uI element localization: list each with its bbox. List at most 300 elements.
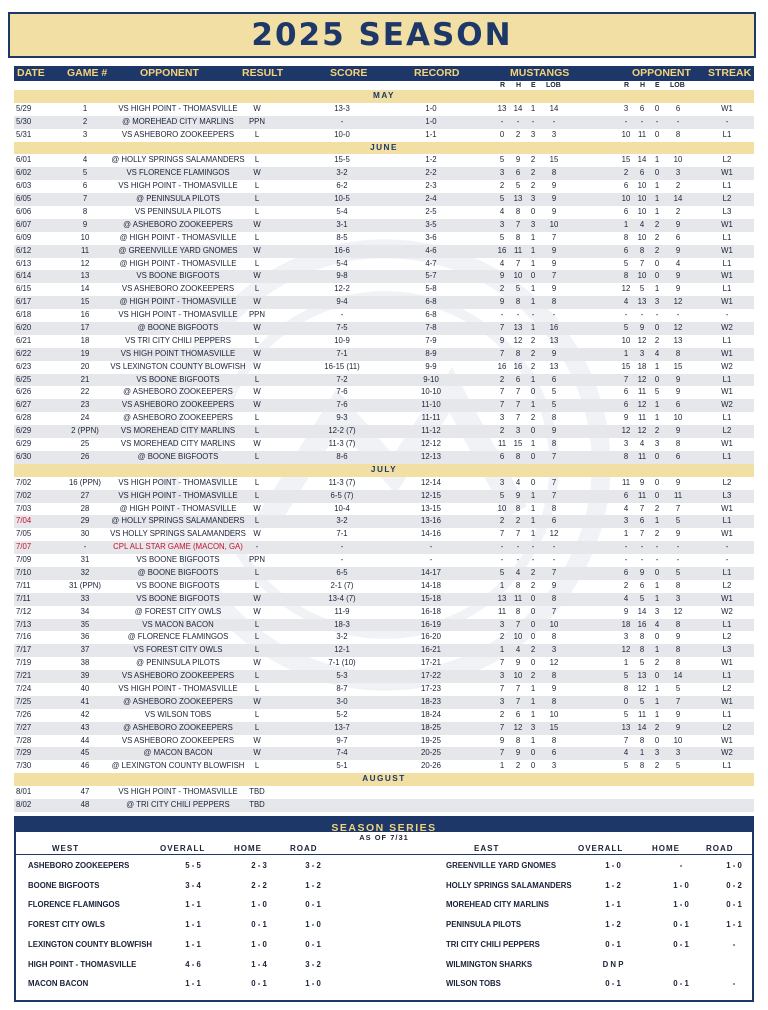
result-cell: W bbox=[253, 593, 261, 603]
series-team-name: MOREHEAD CITY MARLINS bbox=[446, 900, 549, 910]
mustangs-hits-cell: 7 bbox=[515, 258, 521, 268]
score-cell: 16-15 (11) bbox=[324, 361, 360, 371]
result-cell: W bbox=[253, 245, 261, 255]
opponent-hits-cell: 14 bbox=[637, 155, 647, 165]
game-number-cell: - bbox=[83, 542, 87, 552]
record-cell: 20-25 bbox=[421, 748, 441, 758]
schedule-row bbox=[14, 644, 754, 657]
opponent-lob-cell: - bbox=[676, 542, 680, 552]
mustangs-errors-cell: 1 bbox=[530, 503, 536, 513]
mustangs-lob-cell: 8 bbox=[551, 168, 557, 178]
mustangs-lob-cell: 5 bbox=[551, 400, 557, 410]
opponent-errors-cell: 0 bbox=[654, 451, 660, 461]
record-cell: 12-12 bbox=[421, 439, 441, 449]
opponent-runs-cell: 13 bbox=[621, 722, 631, 732]
mustangs-hits-cell: 5 bbox=[515, 181, 521, 191]
streak-cell: L1 bbox=[722, 619, 732, 629]
opponent-cell: @ HOLLY SPRINGS SALAMANDERS bbox=[111, 155, 245, 165]
opponent-lob-cell: 7 bbox=[675, 696, 681, 706]
date-cell: 6/06 bbox=[16, 207, 32, 217]
mustangs-runs-cell: 4 bbox=[499, 207, 505, 217]
date-cell: 6/03 bbox=[16, 181, 32, 191]
opponent-cell: VS LEXINGTON COUNTY BLOWFISH bbox=[110, 361, 246, 371]
opponent-hits-cell: - bbox=[640, 542, 644, 552]
record-cell: 5-7 bbox=[425, 271, 437, 281]
record-cell: 10-10 bbox=[421, 387, 441, 397]
game-number-cell: 43 bbox=[80, 722, 90, 732]
opponent-errors-cell: 0 bbox=[654, 258, 660, 268]
mustangs-lob-cell: 13 bbox=[549, 335, 559, 345]
mustangs-hits-cell: 4 bbox=[515, 645, 521, 655]
mustangs-errors-cell: 1 bbox=[530, 297, 536, 307]
mustangs-errors-cell: 0 bbox=[530, 387, 536, 397]
series-team-name: HIGH POINT - THOMASVILLE bbox=[28, 959, 137, 969]
mustangs-hits-cell: 9 bbox=[515, 658, 521, 668]
mustangs-errors-cell: 1 bbox=[530, 516, 536, 526]
result-cell: L bbox=[254, 683, 260, 693]
opponent-cell: VS HOLLY SPRINGS SALAMANDERS bbox=[110, 529, 246, 539]
opponent-lob-cell: 5 bbox=[675, 567, 681, 577]
opponent-runs-cell: 5 bbox=[623, 258, 629, 268]
series-road: 0 - 2 bbox=[726, 880, 742, 890]
opponent-runs-cell: 8 bbox=[623, 451, 629, 461]
series-overall: 5 - 5 bbox=[185, 861, 201, 870]
mustangs-hits-cell: 8 bbox=[515, 580, 521, 590]
game-number-cell: 18 bbox=[80, 335, 90, 345]
score-cell: 6-5 bbox=[336, 567, 348, 577]
opponent-runs-cell: 12 bbox=[621, 645, 631, 655]
mustangs-hits-cell: 12 bbox=[513, 335, 523, 345]
score-cell: 3-2 bbox=[336, 168, 348, 178]
schedule-row bbox=[14, 554, 754, 567]
title-banner bbox=[8, 12, 756, 58]
mustangs-hits-cell: 4 bbox=[515, 567, 521, 577]
date-cell: 7/19 bbox=[16, 658, 32, 668]
opponent-lob-cell: 15 bbox=[673, 361, 683, 371]
opponent-cell: @ TRI CITY CHILI PEPPERS bbox=[126, 799, 230, 809]
mustangs-r-header: R bbox=[500, 82, 506, 89]
streak-cell: W1 bbox=[721, 297, 733, 307]
result-cell: L bbox=[254, 567, 260, 577]
score-cell: 5-1 bbox=[336, 761, 348, 771]
series-overall: 1 - 2 bbox=[605, 920, 621, 930]
schedule-row bbox=[14, 154, 754, 167]
east-series-row bbox=[16, 974, 752, 994]
mustangs-runs-cell: 7 bbox=[499, 348, 505, 358]
mustangs-runs-cell: 7 bbox=[499, 323, 505, 333]
opponent-runs-cell: 4 bbox=[623, 748, 629, 758]
date-cell: 7/29 bbox=[16, 748, 32, 758]
game-number-cell: 2 bbox=[82, 116, 88, 126]
date-cell: 7/11 bbox=[16, 580, 31, 590]
season-series-panel bbox=[14, 816, 754, 1002]
streak-cell: W2 bbox=[721, 748, 733, 758]
mustangs-hits-cell: 7 bbox=[515, 529, 521, 539]
result-cell: W bbox=[253, 658, 261, 668]
schedule-row bbox=[14, 593, 754, 606]
opponent-cell: VS HIGH POINT - THOMASVILLE bbox=[118, 477, 238, 487]
opponent-cell: VS MACON BACON bbox=[142, 619, 214, 629]
opponent-runs-cell: 7 bbox=[623, 735, 629, 745]
opponent-hits-cell: 8 bbox=[639, 245, 645, 255]
opponent-lob-cell: 7 bbox=[675, 503, 681, 513]
game-number-cell: 14 bbox=[80, 284, 90, 294]
opponent-lob-cell: 9 bbox=[675, 374, 681, 384]
score-cell: 5-2 bbox=[336, 709, 348, 719]
series-home: 1 - 0 bbox=[673, 880, 689, 890]
opponent-errors-cell: 2 bbox=[654, 219, 660, 229]
opponent-errors-cell: 0 bbox=[654, 567, 660, 577]
schedule-row bbox=[14, 129, 754, 142]
opponent-cell: VS PENINSULA PILOTS bbox=[134, 207, 222, 217]
opponent-errors-cell: - bbox=[655, 542, 659, 552]
mustangs-lob-cell: - bbox=[552, 116, 556, 126]
streak-cell: L2 bbox=[722, 722, 732, 732]
result-cell: W bbox=[253, 748, 261, 758]
streak-cell: - bbox=[725, 555, 729, 565]
series-team-name: PENINSULA PILOTS bbox=[446, 920, 522, 930]
mustangs-hits-cell: 7 bbox=[515, 683, 521, 693]
series-home: 2 - 3 bbox=[251, 861, 267, 870]
streak-cell: W1 bbox=[721, 387, 733, 397]
date-cell: 6/14 bbox=[16, 271, 32, 281]
mustangs-errors-cell: 1 bbox=[530, 400, 536, 410]
mustangs-errors-cell: 1 bbox=[530, 374, 536, 384]
mustangs-lob-cell: 8 bbox=[551, 297, 557, 307]
record-cell: 2-5 bbox=[425, 207, 437, 217]
mustangs-lob-cell: 9 bbox=[551, 426, 557, 436]
streak-cell: L2 bbox=[722, 194, 732, 204]
mustangs-hits-cell: - bbox=[516, 310, 520, 320]
date-cell: 7/05 bbox=[16, 529, 32, 539]
result-cell: PPN bbox=[248, 116, 266, 126]
streak-cell: L1 bbox=[722, 129, 732, 139]
series-team-name: BOONE BIGFOOTS bbox=[28, 880, 100, 890]
mustangs-errors-cell: 3 bbox=[530, 129, 536, 139]
mustangs-errors-cell: 2 bbox=[530, 567, 536, 577]
game-number-cell: 3 bbox=[82, 129, 88, 139]
record-cell: 1-0 bbox=[425, 116, 437, 126]
opponent-cell: VS HIGH POINT THOMASVILLE bbox=[120, 348, 236, 358]
mustangs-runs-cell: 2 bbox=[499, 632, 505, 642]
schedule-row bbox=[14, 799, 754, 812]
score-cell: 7-4 bbox=[336, 748, 348, 758]
opponent-hits-cell: 12 bbox=[637, 400, 647, 410]
result-cell: L bbox=[254, 232, 260, 242]
opponent-lob-cell: 8 bbox=[675, 129, 681, 139]
schedule-row bbox=[14, 735, 754, 748]
opponent-hits-cell: 5 bbox=[639, 284, 645, 294]
game-number-cell: 37 bbox=[80, 645, 90, 655]
series-road: 0 - 1 bbox=[305, 939, 321, 949]
opponent-runs-cell: 18 bbox=[621, 619, 631, 629]
date-cell: 6/29 bbox=[16, 426, 32, 436]
opponent-runs-cell: 4 bbox=[623, 593, 629, 603]
opponent-cell: @ ASHEBORO ZOOKEEPERS bbox=[123, 722, 233, 732]
result-cell: L bbox=[254, 709, 260, 719]
record-cell: 14-16 bbox=[421, 529, 441, 539]
col-date-header: DATE bbox=[17, 67, 45, 79]
stats-subheader bbox=[14, 81, 754, 90]
schedule-row bbox=[14, 245, 754, 258]
opponent-errors-cell: 2 bbox=[654, 232, 660, 242]
opponent-lob-cell: 9 bbox=[675, 387, 681, 397]
score-cell: 3-0 bbox=[336, 696, 348, 706]
game-number-cell: 38 bbox=[80, 658, 90, 668]
mustangs-runs-cell: - bbox=[500, 310, 504, 320]
opponent-lob-cell: 11 bbox=[673, 490, 683, 500]
mustangs-errors-cell: 1 bbox=[530, 232, 536, 242]
opponent-cell: VS HIGH POINT - THOMASVILLE bbox=[118, 181, 238, 191]
series-home: 1 - 0 bbox=[251, 939, 267, 949]
mustangs-runs-cell: 5 bbox=[499, 194, 505, 204]
record-cell: 2-3 bbox=[425, 181, 437, 191]
result-cell: W bbox=[253, 361, 261, 371]
date-cell: 6/26 bbox=[16, 387, 32, 397]
east-overall-header: OVERALL bbox=[578, 844, 624, 853]
mustangs-lob-cell: 7 bbox=[551, 490, 557, 500]
result-cell: W bbox=[253, 439, 261, 449]
game-number-cell: 6 bbox=[82, 181, 88, 191]
mustangs-errors-cell: 0 bbox=[530, 593, 536, 603]
opponent-cell: VS HIGH POINT - THOMASVILLE bbox=[118, 490, 238, 500]
opponent-runs-cell: 7 bbox=[623, 374, 629, 384]
east-series-row bbox=[16, 876, 752, 896]
mustangs-hits-cell: 9 bbox=[515, 490, 521, 500]
streak-cell: L2 bbox=[722, 632, 732, 642]
opponent-lob-cell: 9 bbox=[675, 529, 681, 539]
mustangs-errors-cell: 1 bbox=[530, 245, 536, 255]
opponent-runs-cell: 5 bbox=[623, 709, 629, 719]
opponent-errors-cell: 1 bbox=[654, 155, 660, 165]
opponent-cell: @ BOONE BIGFOOTS bbox=[137, 567, 219, 577]
opponent-errors-cell: 4 bbox=[654, 348, 660, 358]
score-cell: 11-3 (7) bbox=[328, 439, 356, 449]
date-cell: 7/28 bbox=[16, 735, 32, 745]
score-cell: 10-9 bbox=[334, 335, 350, 345]
opponent-errors-cell: 0 bbox=[654, 735, 660, 745]
opponent-cell: VS FLORENCE FLAMINGOS bbox=[126, 168, 230, 178]
mustangs-hits-cell: 10 bbox=[513, 671, 523, 681]
opponent-lob-cell: 9 bbox=[675, 284, 681, 294]
streak-cell: W1 bbox=[721, 103, 733, 113]
record-cell: 4-7 bbox=[425, 258, 437, 268]
mustangs-hits-cell: 8 bbox=[515, 207, 521, 217]
series-road: 1 - 0 bbox=[305, 920, 321, 930]
streak-cell: W2 bbox=[721, 606, 733, 616]
opponent-cell: VS ASHEBORO ZOOKEEPERS bbox=[121, 400, 235, 410]
result-cell: W bbox=[253, 271, 261, 281]
series-home: 1 - 0 bbox=[673, 900, 689, 910]
score-cell: 10-0 bbox=[334, 129, 350, 139]
month-divider bbox=[14, 464, 754, 477]
opponent-errors-cell: 1 bbox=[654, 284, 660, 294]
streak-cell: L1 bbox=[722, 709, 732, 719]
game-number-cell: 44 bbox=[80, 735, 90, 745]
opponent-runs-cell: 0 bbox=[623, 696, 629, 706]
mustangs-errors-cell: - bbox=[531, 310, 535, 320]
series-home: 2 - 2 bbox=[251, 880, 267, 890]
opponent-errors-cell: 1 bbox=[654, 400, 660, 410]
opponent-lob-cell: 9 bbox=[675, 722, 681, 732]
mustangs-runs-cell: 3 bbox=[499, 619, 505, 629]
result-cell: L bbox=[254, 155, 260, 165]
schedule-row bbox=[14, 438, 754, 451]
score-cell: 18-3 bbox=[334, 619, 350, 629]
series-home: 0 - 1 bbox=[673, 939, 689, 949]
score-cell: 12-2 (7) bbox=[328, 426, 356, 436]
opponent-cell: @ ASHEBORO ZOOKEEPERS bbox=[123, 696, 233, 706]
opponent-hits-cell: 10 bbox=[637, 271, 647, 281]
opponent-cell: VS BOONE BIGFOOTS bbox=[136, 374, 220, 384]
streak-cell: W1 bbox=[721, 439, 733, 449]
opponent-errors-cell: - bbox=[655, 116, 659, 126]
streak-cell: W1 bbox=[721, 658, 733, 668]
mustangs-errors-cell: 2 bbox=[530, 348, 536, 358]
streak-cell: L1 bbox=[722, 451, 732, 461]
opponent-runs-cell: 4 bbox=[623, 297, 629, 307]
east-header: EAST bbox=[474, 844, 500, 853]
mustangs-hits-cell: 9 bbox=[515, 155, 521, 165]
mustangs-lob-cell: 14 bbox=[549, 103, 559, 113]
date-cell: 7/10 bbox=[16, 567, 32, 577]
opponent-errors-cell: 4 bbox=[654, 619, 660, 629]
streak-cell: L1 bbox=[722, 516, 732, 526]
mustangs-errors-cell: - bbox=[531, 116, 535, 126]
date-cell: 8/01 bbox=[16, 787, 32, 797]
date-cell: 6/17 bbox=[16, 297, 32, 307]
opponent-hits-cell: 9 bbox=[639, 477, 645, 487]
opponent-runs-cell: 11 bbox=[621, 477, 631, 487]
schedule-row bbox=[14, 619, 754, 632]
opponent-hits-cell: 12 bbox=[637, 335, 647, 345]
series-overall: 1 - 1 bbox=[605, 900, 621, 910]
opponent-errors-cell: 1 bbox=[654, 645, 660, 655]
series-overall: 4 - 6 bbox=[185, 959, 201, 969]
mustangs-lob-cell: 5 bbox=[551, 387, 557, 397]
record-cell: 3-6 bbox=[425, 232, 437, 242]
series-road: 3 - 2 bbox=[305, 959, 321, 969]
opponent-hits-cell: 10 bbox=[637, 194, 647, 204]
col-streak-header: STREAK bbox=[708, 67, 752, 79]
mustangs-lob-cell: 9 bbox=[551, 245, 557, 255]
result-cell: L bbox=[254, 258, 260, 268]
mustangs-hits-cell: 10 bbox=[513, 632, 523, 642]
score-cell: 13-3 bbox=[334, 103, 350, 113]
opponent-runs-cell: 3 bbox=[623, 632, 629, 642]
score-cell: 5-4 bbox=[336, 207, 348, 217]
opponent-cell: @ HOLLY SPRINGS SALAMANDERS bbox=[111, 516, 245, 526]
opponent-hits-cell: 6 bbox=[639, 516, 645, 526]
mustangs-runs-cell: 1 bbox=[499, 645, 505, 655]
schedule-row bbox=[14, 515, 754, 528]
date-cell: 7/17 bbox=[16, 645, 32, 655]
opponent-lob-cell: 9 bbox=[675, 709, 681, 719]
series-road: - bbox=[732, 979, 736, 989]
opponent-runs-cell: 15 bbox=[621, 155, 631, 165]
score-cell: 11-9 bbox=[334, 606, 350, 616]
record-cell: 18-24 bbox=[421, 709, 441, 719]
opponent-errors-cell: - bbox=[655, 310, 659, 320]
opponent-cell: @ BOONE BIGFOOTS bbox=[137, 323, 219, 333]
result-cell: L bbox=[254, 413, 260, 423]
mustangs-hits-cell: 2 bbox=[515, 761, 521, 771]
game-number-cell: 22 bbox=[80, 387, 90, 397]
schedule-table bbox=[14, 90, 754, 812]
opponent-runs-cell: 2 bbox=[623, 168, 629, 178]
opponent-e-header: E bbox=[655, 82, 660, 89]
date-cell: 6/07 bbox=[16, 219, 32, 229]
opponent-hits-cell: 10 bbox=[637, 232, 647, 242]
mustangs-runs-cell: 1 bbox=[499, 580, 505, 590]
opponent-errors-cell: 1 bbox=[654, 593, 660, 603]
mustangs-errors-cell: 0 bbox=[530, 606, 536, 616]
record-cell: 18-25 bbox=[421, 722, 441, 732]
mustangs-errors-cell: 1 bbox=[530, 709, 536, 719]
mustangs-runs-cell: 2 bbox=[499, 374, 505, 384]
month-divider bbox=[14, 142, 754, 155]
series-road: 1 - 0 bbox=[305, 979, 321, 989]
opponent-errors-cell: 0 bbox=[654, 374, 660, 384]
mustangs-hits-cell: 7 bbox=[515, 400, 521, 410]
score-cell: 12-1 bbox=[334, 645, 350, 655]
score-cell: 7-1 bbox=[336, 529, 348, 539]
schedule-row bbox=[14, 709, 754, 722]
mustangs-errors-cell: 0 bbox=[530, 658, 536, 668]
mustangs-errors-cell: 2 bbox=[530, 671, 536, 681]
schedule-row bbox=[14, 541, 754, 554]
date-cell: 7/03 bbox=[16, 503, 32, 513]
opponent-hits-cell: 9 bbox=[639, 567, 645, 577]
result-cell: PPN bbox=[248, 555, 266, 565]
east-series-row bbox=[16, 955, 752, 975]
game-number-cell: 28 bbox=[80, 503, 90, 513]
score-cell: 16-6 bbox=[334, 245, 350, 255]
series-overall: 1 - 1 bbox=[185, 900, 201, 910]
series-road: 1 - 0 bbox=[726, 861, 742, 870]
streak-cell: L3 bbox=[722, 645, 732, 655]
mustangs-lob-cell: 9 bbox=[551, 207, 557, 217]
result-cell: TBD bbox=[249, 799, 265, 809]
mustangs-runs-cell: 3 bbox=[499, 413, 505, 423]
opponent-lob-cell: 4 bbox=[675, 258, 681, 268]
mustangs-hits-cell: 6 bbox=[515, 168, 521, 178]
date-cell: 7/11 bbox=[16, 593, 31, 603]
month-label: AUGUST bbox=[362, 774, 406, 784]
score-cell: 8-6 bbox=[336, 451, 348, 461]
schedule-row bbox=[14, 348, 754, 361]
opponent-runs-cell: 6 bbox=[623, 181, 629, 191]
opponent-cell: @ MOREHEAD CITY MARLINS bbox=[122, 116, 234, 126]
mustangs-runs-cell: 3 bbox=[499, 477, 505, 487]
mustangs-runs-cell: 13 bbox=[497, 103, 507, 113]
opponent-lob-cell: 9 bbox=[675, 426, 681, 436]
schedule-row bbox=[14, 296, 754, 309]
opponent-errors-cell: - bbox=[655, 555, 659, 565]
schedule-row bbox=[14, 696, 754, 709]
series-overall: 1 - 1 bbox=[185, 920, 201, 930]
mustangs-lob-cell: - bbox=[552, 310, 556, 320]
series-team-name: WILSON TOBS bbox=[446, 979, 501, 989]
score-cell: 3-2 bbox=[336, 516, 348, 526]
score-cell: - bbox=[340, 542, 344, 552]
date-cell: 7/02 bbox=[16, 477, 32, 487]
opponent-hits-cell: 16 bbox=[637, 619, 647, 629]
mustangs-runs-cell: 16 bbox=[497, 361, 507, 371]
mustangs-runs-cell: 6 bbox=[499, 451, 505, 461]
schedule-row bbox=[14, 322, 754, 335]
result-cell: PPN bbox=[248, 310, 266, 320]
